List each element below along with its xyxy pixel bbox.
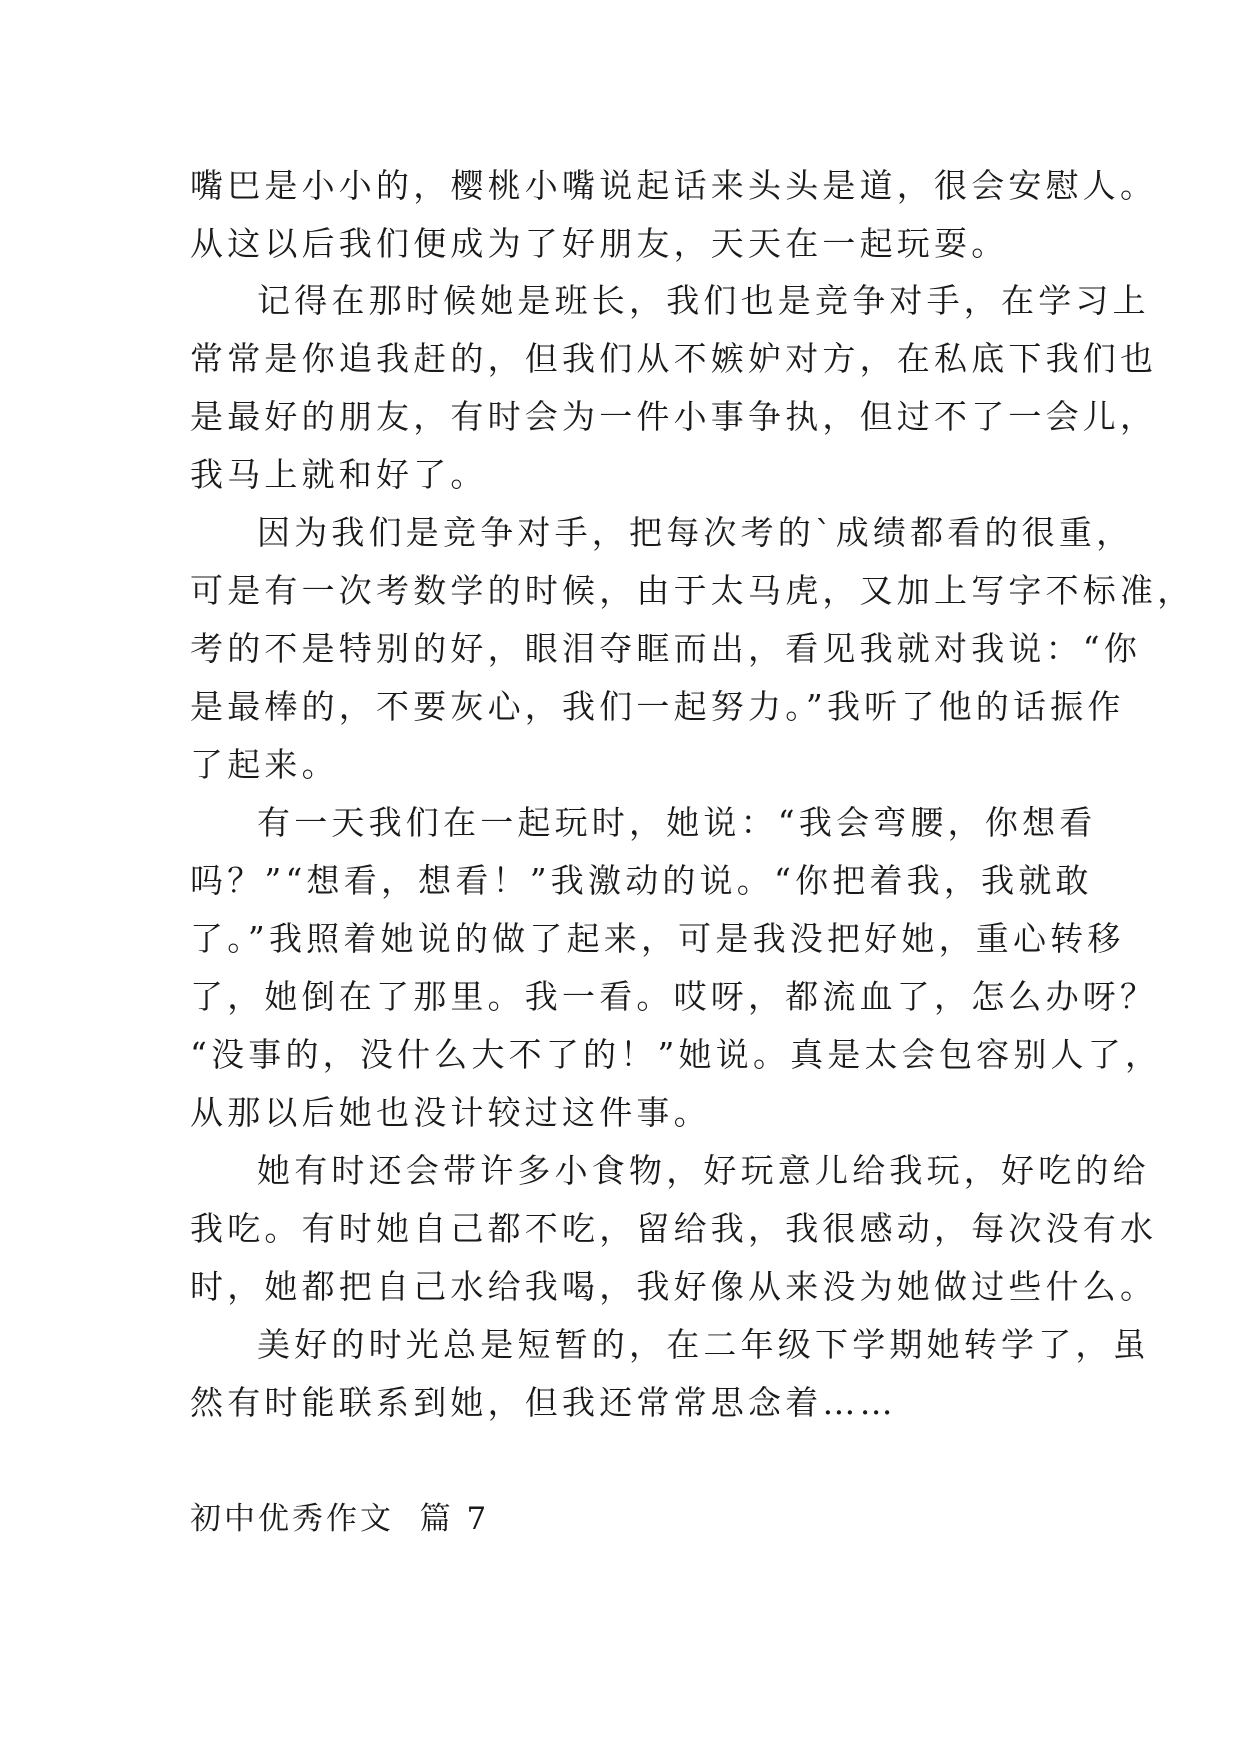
text-line: 是最棒的，不要灰心，我们一起努力。”我听了他的话振作: [190, 687, 1125, 726]
text-line: 了，她倒在了那里。我一看。哎呀，都流血了，怎么办呀？: [190, 977, 1158, 1016]
text-line: 是最好的朋友，有时会为一件小事争执，但过不了一会儿，: [190, 397, 1158, 436]
text-line: 考的不是特别的好，眼泪夺眶而出，看见我就对我说：“你: [190, 629, 1142, 668]
text-line: 了起来。: [190, 745, 339, 784]
text-line: 我吃。有时她自己都不吃，留给我，我很感动，每次没有水: [190, 1209, 1158, 1248]
text-line: 然有时能联系到她，但我还常常思念着……: [190, 1383, 897, 1422]
paragraph-first-line: 因为我们是竞争对手，把每次考的`成绩都看的很重，: [257, 513, 1134, 552]
paragraph-first-line: 有一天我们在一起玩时，她说：“我会弯腰，你想看: [257, 803, 1097, 842]
text-line: 从那以后她也没计较过这件事。: [190, 1093, 711, 1132]
paragraph-first-line: 美好的时光总是短暂的，在二年级下学期她转学了，虽: [257, 1325, 1150, 1364]
text-line: 嘴巴是小小的，樱桃小嘴说起话来头头是道，很会安慰人。: [190, 166, 1158, 205]
text-line: 从这以后我们便成为了好朋友，天天在一起玩耍。: [190, 224, 1009, 263]
text-line: 常常是你追我赶的，但我们从不嫉妒对方，在私底下我们也: [190, 339, 1158, 378]
text-line: 了。”我照着她说的做了起来，可是我没把好她，重心转移: [190, 919, 1125, 958]
paragraph-first-line: 记得在那时候她是班长，我们也是竞争对手，在学习上: [257, 281, 1150, 320]
text-line: 吗？”“想看，想看！”我激动的说。“你把着我，我就敢: [190, 861, 1093, 900]
paragraph-first-line: 她有时还会带许多小食物，好玩意儿给我玩，好吃的给: [257, 1151, 1150, 1190]
text-line: 可是有一次考数学的时候，由于太马虎，又加上写字不标准，: [190, 571, 1195, 610]
text-line: 时，她都把自己水给我喝，我好像从来没为她做过些什么。: [190, 1267, 1158, 1306]
section-heading: 初中优秀作文 篇 7: [190, 1501, 490, 1537]
text-line: 我马上就和好了。: [190, 455, 488, 494]
text-line: “没事的，没什么大不了的！”她说。真是太会包容别人了，: [190, 1035, 1163, 1074]
